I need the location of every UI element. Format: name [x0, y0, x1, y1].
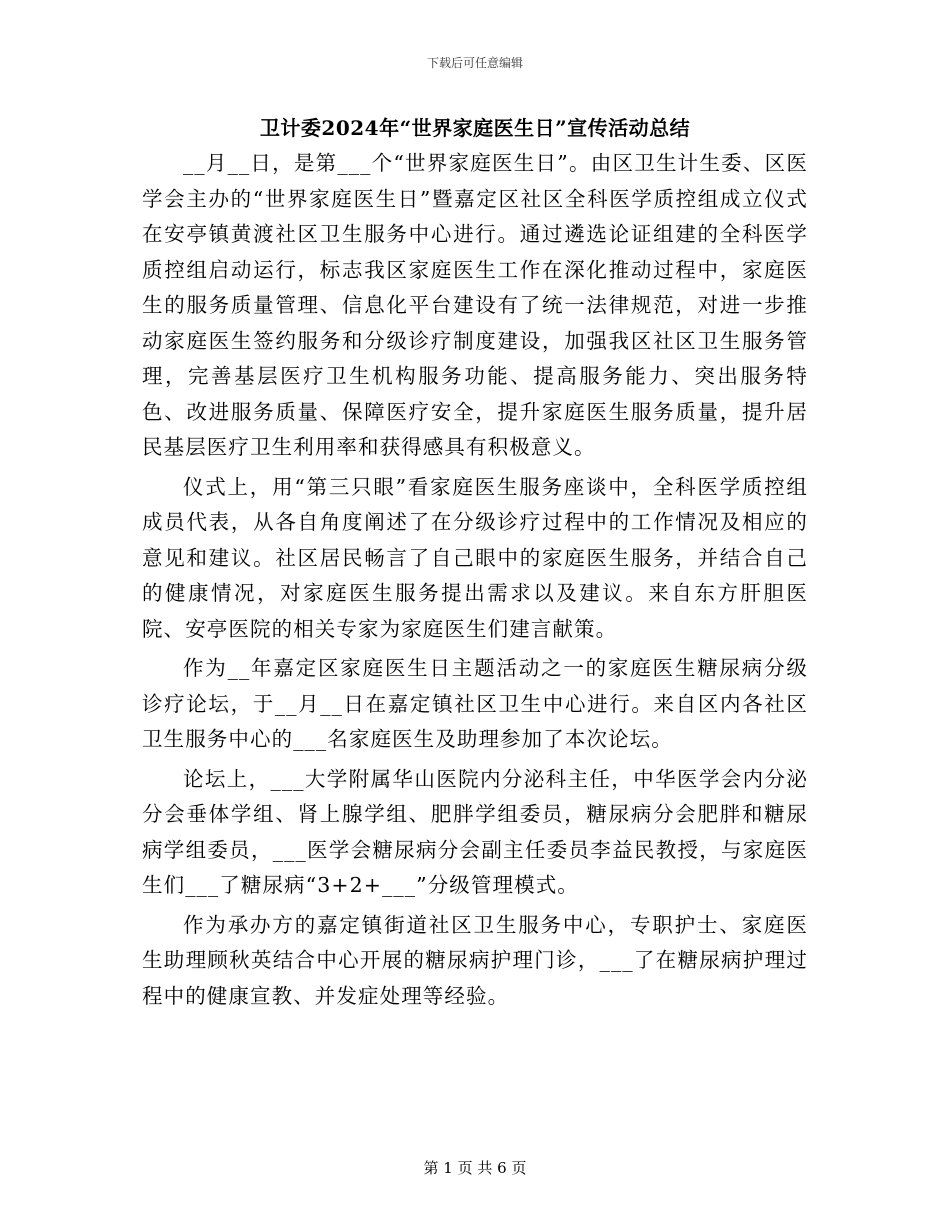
page-number: 第 1 页 共 6 页 [423, 1159, 527, 1177]
paragraph-1: __月__日，是第___个“世界家庭医生日”。由区卫生计生委、区医学会主办的“世界家庭医生日”暨嘉定区社区全科医学质控组成立仪式在安亭镇黄渡社区卫生服务中心进行。通过遴选论证组建的全科医学质控组启动运行，标志我区家庭医生工作在深化推动过程中，家庭医生的服务质量管理、信息化平台建设有了统一法律规范，对进一步推动家庭医生签约服务和分级诊疗制度建设，加强我区社区卫生服务管理，完善基层医疗卫生机构服务功能、提高服务能力、突出服务特色、改进服务质量、保障医疗安全，提升家庭医生服务质量，提升居民基层医疗卫生利用率和获得感具有积极意义。 [142, 151, 808, 459]
paragraph-5: 作为承办方的嘉定镇街道社区卫生服务中心，专职护士、家庭医生助理顾秋英结合中心开展的糖尿病护理门诊，___了在糖尿病护理过程中的健康宣教、并发症处理等经验。 [142, 912, 808, 1008]
document-title: 卫计委2024年“世界家庭医生日”宣传活动总结 [259, 116, 691, 140]
paragraph-3: 作为__年嘉定区家庭医生日主题活动之一的家庭医生糖尿病分级诊疗论坛，于__月__日在嘉定镇社区卫生中心进行。来自区内各社区卫生服务中心的___名家庭医生及助理参加了本次论坛。 [142, 656, 808, 751]
header-note: 下载后可任意编辑 [426, 56, 523, 70]
paragraph-4: 论坛上，___大学附属华山医院内分泌科主任，中华医学会内分泌分会垂体学组、肾上腺学组、肥胖学组委员，糖尿病分会肥胖和糖尿病学组委员，___医学会糖尿病分会副主任委员李益民教授，与家庭医生们___了糖尿病“3+2+___”分级管理模式。 [142, 766, 808, 897]
paragraph-2: 仪式上，用“第三只眼”看家庭医生服务座谈中，全科医学质控组成员代表，从各自角度阐述了在分级诊疗过程中的工作情况及相应的意见和建议。社区居民畅言了自己眼中的家庭医生服务，并结合自己的健康情况，对家庭医生服务提出需求以及建议。来自东方肝胆医院、安亭医院的相关专家为家庭医生们建言献策。 [142, 474, 808, 641]
document-body [142, 146, 808, 1018]
